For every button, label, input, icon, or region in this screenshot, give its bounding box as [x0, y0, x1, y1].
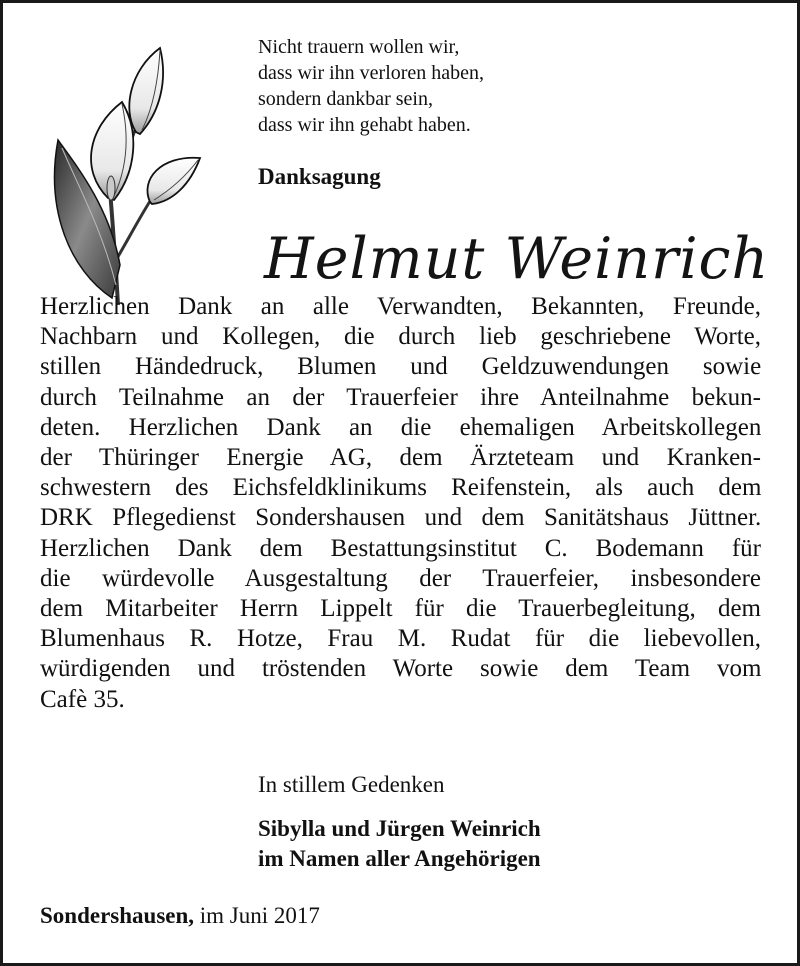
- text-line: würdigenden und tröstenden Worte sowie dem Team vom: [40, 655, 762, 683]
- place-date: [40, 903, 320, 929]
- text-line: DRK Pflegedienst Sondershausen und dem Sanitätshaus Jüttner.: [40, 504, 762, 532]
- text-line: der Thüringer Energie AG, dem Ärzteteam und Kranken-: [40, 444, 761, 472]
- poem-line: dass wir ihn gehabt haben.: [258, 114, 471, 136]
- poem: [258, 34, 484, 138]
- text-line: stillen Händedruck, Blumen und Geldzuwendungen sowie: [40, 353, 762, 381]
- text-line: die würdevolle Ausgestaltung der Trauerfeier, insbesondere: [40, 564, 761, 592]
- text-line: schwestern des Eichsfeldklinikums Reifenstein, als auch dem: [40, 474, 762, 502]
- heading: Danksagung: [258, 164, 381, 189]
- text-line: durch Teilnahme an der Trauerfeier ihre Anteilnahme bekun-: [40, 383, 761, 411]
- signers: [258, 814, 541, 874]
- poem-line: dass wir ihn verloren haben,: [258, 62, 485, 84]
- text-line: Herzlichen Dank an alle Verwandten, Bekannten, Freunde,: [40, 293, 761, 320]
- text-line: Blumenhaus R. Hotze, Frau M. Rudat für die liebevollen,: [40, 625, 761, 653]
- poem-line: Nicht trauern wollen wir,: [258, 36, 460, 58]
- memorial-phrase: In stillem Gedenken: [258, 772, 445, 797]
- text-line: Cafè 35.: [40, 685, 125, 713]
- poem-line: sondern dankbar sein,: [258, 88, 433, 110]
- thanks-text: [40, 292, 761, 715]
- text-line: dem Mitarbeiter Herrn Lippelt für die Trauerbegleitung, dem: [40, 595, 761, 623]
- text-line: Herzlichen Dank dem Bestattungsinstitut C. Bodemann für: [40, 534, 761, 562]
- calla-lily-icon: [40, 40, 210, 310]
- place: Sondershausen,: [40, 903, 195, 928]
- date: im Juni 2017: [199, 903, 320, 928]
- text-line: deten. Herzlichen Dank an die ehemaligen Arbeitskollegen: [40, 413, 762, 441]
- signer-relation: im Namen aller Angehörigen: [258, 846, 541, 871]
- signer-names: Sibylla und Jürgen Weinrich: [258, 816, 541, 841]
- text-line: Nachbarn und Kollegen, die durch lieb geschriebene Worte,: [40, 323, 761, 351]
- deceased-name: Helmut Weinrich: [264, 226, 770, 292]
